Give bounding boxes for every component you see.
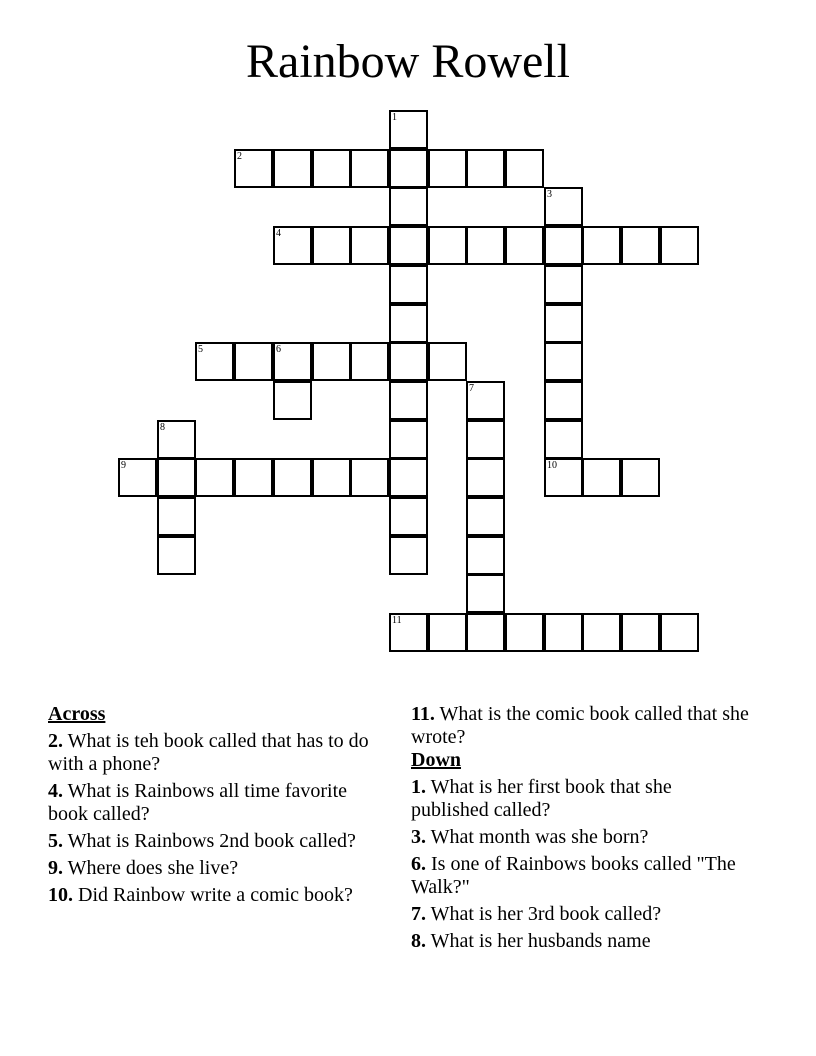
grid-cell[interactable] <box>234 458 273 497</box>
grid-cell[interactable] <box>428 613 467 652</box>
grid-cell[interactable] <box>195 458 234 497</box>
grid-cell[interactable] <box>273 149 312 188</box>
grid-cell[interactable] <box>544 342 583 381</box>
grid-cell[interactable] <box>621 613 660 652</box>
clue-number: 8 <box>160 422 165 433</box>
grid-cell[interactable] <box>466 381 505 420</box>
grid-cell[interactable] <box>312 342 351 381</box>
clue-across-11: 11. What is the comic book called that she wrote? <box>411 703 749 748</box>
grid-cell[interactable] <box>428 342 467 381</box>
grid-cell[interactable] <box>466 420 505 459</box>
grid-cell[interactable] <box>660 226 699 265</box>
grid-cell[interactable] <box>157 536 196 575</box>
grid-cell[interactable] <box>389 187 428 226</box>
across-heading: Across <box>48 703 106 725</box>
grid-cell[interactable] <box>466 149 505 188</box>
grid-cell[interactable] <box>466 497 505 536</box>
grid-cell[interactable] <box>582 613 621 652</box>
clue-number: 5 <box>198 344 203 355</box>
grid-cell[interactable] <box>544 613 583 652</box>
clue-number: 7 <box>469 383 474 394</box>
grid-cell[interactable] <box>312 458 351 497</box>
grid-cell[interactable] <box>582 226 621 265</box>
clues-column-left <box>48 703 378 907</box>
grid-cell[interactable] <box>544 226 583 265</box>
grid-cell[interactable] <box>389 536 428 575</box>
grid-cell[interactable] <box>544 304 583 343</box>
grid-cell[interactable] <box>389 458 428 497</box>
clue-down-7: 7. What is her 3rd book called? <box>411 903 662 925</box>
clue-across-5: 5. What is Rainbows 2nd book called? <box>48 830 356 852</box>
clue-number: 10 <box>547 460 557 471</box>
clue-across-10: 10. Did Rainbow write a comic book? <box>48 884 353 906</box>
grid-cell[interactable] <box>544 381 583 420</box>
grid-cell[interactable] <box>389 613 428 652</box>
grid-cell[interactable] <box>389 149 428 188</box>
grid-cell[interactable] <box>350 226 389 265</box>
page-title: Rainbow Rowell <box>246 35 570 88</box>
clue-across-2: 2. What is teh book called that has to do with a phone? <box>48 730 369 775</box>
grid-cell[interactable] <box>234 149 273 188</box>
grid-cell[interactable] <box>157 497 196 536</box>
clue-number: 6 <box>276 344 281 355</box>
grid-cell[interactable] <box>234 342 273 381</box>
grid-cell[interactable] <box>505 226 544 265</box>
grid-cell[interactable] <box>273 458 312 497</box>
grid-cell[interactable] <box>389 226 428 265</box>
grid-cell[interactable] <box>428 226 467 265</box>
grid-cell[interactable] <box>312 226 351 265</box>
grid-cell[interactable] <box>544 458 583 497</box>
clues-column-right <box>411 703 751 953</box>
grid-cell[interactable] <box>621 458 660 497</box>
clue-down-8: 8. What is her husbands name <box>411 930 651 952</box>
grid-cell[interactable] <box>389 381 428 420</box>
grid-cell[interactable] <box>273 342 312 381</box>
grid-cell[interactable] <box>389 420 428 459</box>
clue-across-9: 9. Where does she live? <box>48 857 239 879</box>
clue-down-6: 6. Is one of Rainbows books called "The Walk?" <box>411 853 736 898</box>
grid-cell[interactable] <box>544 265 583 304</box>
grid-cell[interactable] <box>389 265 428 304</box>
grid-cell[interactable] <box>544 187 583 226</box>
clue-number: 9 <box>121 460 126 471</box>
grid-cell[interactable] <box>157 458 196 497</box>
down-heading: Down <box>411 749 462 771</box>
grid-cell[interactable] <box>312 149 351 188</box>
grid-cell[interactable] <box>428 149 467 188</box>
clue-number: 3 <box>547 189 552 200</box>
grid-cell[interactable] <box>273 226 312 265</box>
clue-number: 4 <box>276 228 281 239</box>
grid-cell[interactable] <box>621 226 660 265</box>
grid-cell[interactable] <box>466 613 505 652</box>
grid-cell[interactable] <box>195 342 234 381</box>
grid-cell[interactable] <box>582 458 621 497</box>
grid-cell[interactable] <box>389 110 428 149</box>
clue-number: 11 <box>392 615 402 626</box>
grid-cell[interactable] <box>389 497 428 536</box>
grid-cell[interactable] <box>466 536 505 575</box>
clue-down-1: 1. What is her first book that she published called? <box>411 776 672 821</box>
clue-number: 1 <box>392 112 397 123</box>
clue-number: 2 <box>237 151 242 162</box>
grid-cell[interactable] <box>505 613 544 652</box>
clue-across-4: 4. What is Rainbows all time favorite book called? <box>48 780 348 825</box>
grid-cell[interactable] <box>660 613 699 652</box>
grid-cell[interactable] <box>466 574 505 613</box>
grid-cell[interactable] <box>350 458 389 497</box>
grid-cell[interactable] <box>505 149 544 188</box>
grid-cell[interactable] <box>544 420 583 459</box>
grid-cell[interactable] <box>350 149 389 188</box>
clue-down-3: 3. What month was she born? <box>411 826 649 848</box>
grid-cell[interactable] <box>389 342 428 381</box>
grid-cell[interactable] <box>350 342 389 381</box>
grid-cell[interactable] <box>157 420 196 459</box>
grid-cell[interactable] <box>466 458 505 497</box>
grid-cell[interactable] <box>273 381 312 420</box>
grid-cell[interactable] <box>466 226 505 265</box>
grid-cell[interactable] <box>389 304 428 343</box>
grid-cell[interactable] <box>118 458 157 497</box>
